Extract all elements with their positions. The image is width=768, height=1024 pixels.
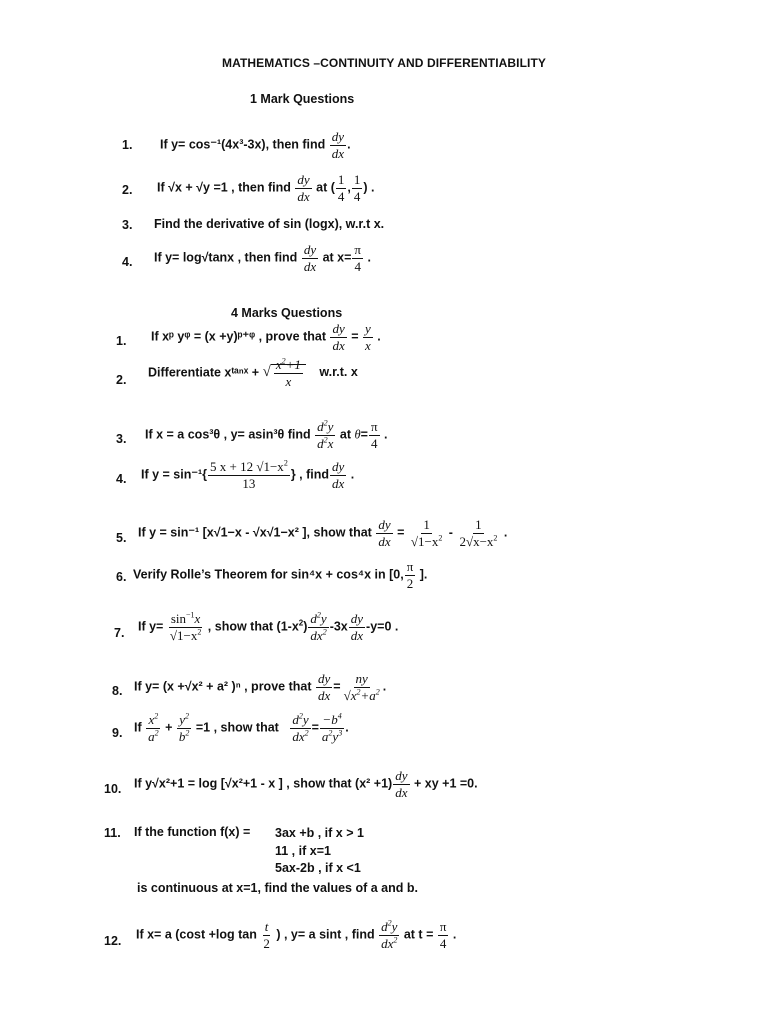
q4-4-text: If y = sin⁻¹{ — [141, 467, 207, 482]
q4-6: Verify Rolle’s Theorem for sin⁴x + cos⁴x in [0, $\frac{\pi}{2}$ ]. — [133, 559, 428, 591]
t-over-2-fraction: $\frac{t}{2}$ — [263, 919, 270, 951]
q1-4: If y= log√tanx , then find $\frac{dy}{dx}$ at x= $\frac{\pi}{4}$ . — [154, 242, 371, 274]
x2-over-a2-fraction: $\frac{x^2}{a^2}$ — [148, 711, 159, 744]
q1-3-text: Find the derivative of sin (logx), w.r.t x. — [154, 217, 385, 231]
q4-2-text: Differentiate xᵗᵃⁿˣ + — [148, 365, 260, 380]
section-4-marks: 4 Marks Questions — [231, 306, 343, 320]
pi-over-4-fraction: $\frac{\pi}{4}$ — [370, 419, 378, 451]
q4-1: If xᵖ yᵠ = (x +y)ᵖ⁺ᵠ , prove that $\frac{dy}{dx}$ = $\frac{y}{x}$ . — [151, 321, 381, 353]
pi-over-2-fraction: $\frac{\pi}{2}$ — [406, 559, 414, 591]
q1-1-text: If y= cos⁻¹(4x³-3x), then find — [160, 137, 326, 152]
q4-3-number: 3. — [116, 432, 127, 446]
q1-1: If y= cos⁻¹(4x³-3x), then find $\frac{dy}{dx}$ . — [160, 129, 351, 161]
q1-4-text: If y= log√tanx , then find — [154, 250, 298, 265]
q4-3: If x = a cos³θ , y= asin³θ find $\frac{d^2y}{d^2x}$ at θ= $\frac{\pi}{4}$ . — [145, 418, 388, 451]
q4-7-fraction: $\frac{\sin^{-1}x}{√1-x^2}$ — [169, 610, 202, 643]
q4-10: If y√x²+1 = log [√x²+1 - x ] , show that (x² +1) $\frac{dy}{dx}$ + xy +1 =0. — [134, 768, 478, 800]
q4-7-text: If y= — [138, 619, 164, 634]
q4-8-fraction: $\frac{ny}{√x^2+a^2}$ — [343, 671, 380, 703]
second-derivative-fraction: $\frac{d^2y}{dx^2}$ — [310, 610, 327, 643]
pi-over-4-fraction: $\frac{\pi}{4}$ — [354, 242, 361, 274]
q4-10-text: If y√x²+1 = log [√x²+1 - x ] , show that (x² +1) — [134, 776, 393, 791]
q4-2-number: 2. — [116, 373, 127, 387]
q4-5-fraction-b: $\frac{1}{2√x-x^2}$ — [459, 517, 498, 549]
q4-4-fraction: $\frac{5 x + 12 √1-x^2}{13}$ — [210, 458, 288, 491]
dy-dx-fraction: $\frac{dy}{dx}$ — [332, 321, 345, 353]
q1-2: If √x + √y =1 , then find $\frac{dy}{dx}$ at ( $\frac{1}{4}$ , $\frac{1}{4}$ ) . — [157, 172, 375, 204]
q4-12: If x= a (cost +log tan $\frac{t}{2}$ ) , y= a sint , find $\frac{d^2y}{dx^2}$ at t = $\frac{\pi}{4}$ . — [136, 918, 457, 951]
page-title: MATHEMATICS –CONTINUITY AND DIFFERENTIABILITY — [221, 56, 547, 70]
second-derivative-fraction: $\frac{d^2y}{d^2x}$ — [317, 418, 334, 451]
dy-dx-fraction: $\frac{dy}{dx}$ — [332, 459, 345, 491]
second-derivative-fraction: $\frac{d^2y}{dx^2}$ — [292, 711, 309, 744]
q4-5-fraction-a: $\frac{1}{√1-x^2}$ — [410, 517, 443, 549]
q4-9-fraction: $\frac{-b^4}{a^2y^3}$ — [321, 711, 343, 744]
q4-4-number: 4. — [116, 472, 127, 486]
dy-dx-fraction: $\frac{dy}{dx}$ — [350, 611, 364, 643]
q4-7: If y= $\frac{\sin^{-1}x}{√1-x^2}$ , show that $(1-x^2)$ $\frac{d^2y}{dx^2}$ -3x $\frac{dy}{dx}$ -y=0 . — [138, 610, 399, 643]
section-1-mark: 1 Mark Questions — [250, 92, 355, 106]
q4-12-number: 12. — [104, 934, 122, 948]
q4-1-text: If xᵖ yᵠ = (x +y)ᵖ⁺ᵠ , prove that — [151, 329, 326, 344]
q4-9-text: If — [134, 720, 142, 735]
q4-3-text: If x = a cos³θ , y= asin³θ find — [145, 427, 311, 442]
q4-11-case-1: 3ax +b , if x > 1 — [275, 826, 364, 840]
pi-over-4-fraction: $\frac{\pi}{4}$ — [439, 919, 447, 951]
q4-5-number: 5. — [116, 531, 127, 545]
q4-8: If y= (x +√x² + a² )ⁿ , prove that $\frac{dy}{dx}$ = $\frac{ny}{√x^2+a^2}$ . — [134, 671, 387, 703]
q1-1-number: 1. — [122, 138, 133, 152]
q4-11-case-2: 11 , if x=1 — [275, 844, 331, 858]
q4-7-number: 7. — [114, 626, 125, 640]
q4-5: If y = sin⁻¹ [x√1−x - √x√1−x² ], show that $\frac{dy}{dx}$ = $\frac{1}{√1-x^2}$ - $\frac{1}{2√x-x^2}$ . — [138, 517, 508, 549]
one-quarter-fraction: $\frac{1}{4}$ — [337, 172, 345, 204]
dy-dx-fraction: $\frac{dy}{dx}$ — [378, 517, 391, 549]
q4-11-number: 11. — [104, 826, 121, 840]
q4-4: If y = sin⁻¹{ $\frac{5 x + 12 √1-x^2}{13}$ } , find $\frac{dy}{dx}$ . — [141, 458, 355, 491]
q4-11-text: If the function f(x) = — [134, 825, 251, 839]
sqrt-expression: √ $\frac{x^2+1}{x}$ — [263, 358, 306, 388]
second-derivative-fraction: $\frac{d^2y}{dx^2}$ — [381, 918, 398, 951]
q4-10-number: 10. — [104, 782, 122, 796]
q1-2-text: If √x + √y =1 , then find — [157, 180, 291, 195]
q4-9: If $\frac{x^2}{a^2}$ + $\frac{y^2}{b^2}$ =1 , show that $\frac{d^2y}{dx^2}$ = $\frac{-b^4}{a^2y^3}$ . — [134, 711, 349, 744]
one-quarter-fraction: $\frac{1}{4}$ — [353, 172, 361, 204]
q4-9-number: 9. — [112, 726, 123, 740]
q1-2-number: 2. — [122, 183, 133, 197]
dy-dx-fraction: $\frac{dy}{dx}$ — [317, 671, 331, 703]
q4-6-text: Verify Rolle’s Theorem for sin⁴x + cos⁴x in [0, — [133, 567, 404, 582]
q4-6-number: 6. — [116, 570, 127, 584]
dy-dx-fraction: $\frac{dy}{dx}$ — [395, 768, 408, 800]
dy-dx-fraction: $\frac{dy}{dx}$ — [303, 242, 317, 274]
q4-5-text: If y = sin⁻¹ [x√1−x - √x√1−x² ], show that — [138, 525, 372, 540]
dy-dx-fraction: $\frac{dy}{dx}$ — [331, 129, 345, 161]
q4-11-tail: is continuous at x=1, find the values of a and b. — [137, 881, 418, 895]
y-over-x-fraction: $\frac{y}{x}$ — [365, 321, 371, 353]
dy-dx-fraction: $\frac{dy}{dx}$ — [297, 172, 310, 204]
q1-3-number: 3. — [122, 218, 133, 232]
q4-11-case-3: 5ax-2b , if x <1 — [275, 861, 361, 875]
q4-8-number: 8. — [112, 684, 123, 698]
q4-1-number: 1. — [116, 334, 127, 348]
q4-2: Differentiate xᵗᵃⁿˣ + √ $\frac{x^2+1}{x}$ w.r.t. x — [148, 356, 358, 389]
y2-over-b2-fraction: $\frac{y^2}{b^2}$ — [178, 711, 190, 744]
q4-12-text: If x= a (cost +log tan — [136, 927, 257, 942]
q1-4-number: 4. — [122, 255, 133, 269]
q4-8-text: If y= (x +√x² + a² )ⁿ , prove that — [134, 679, 312, 694]
